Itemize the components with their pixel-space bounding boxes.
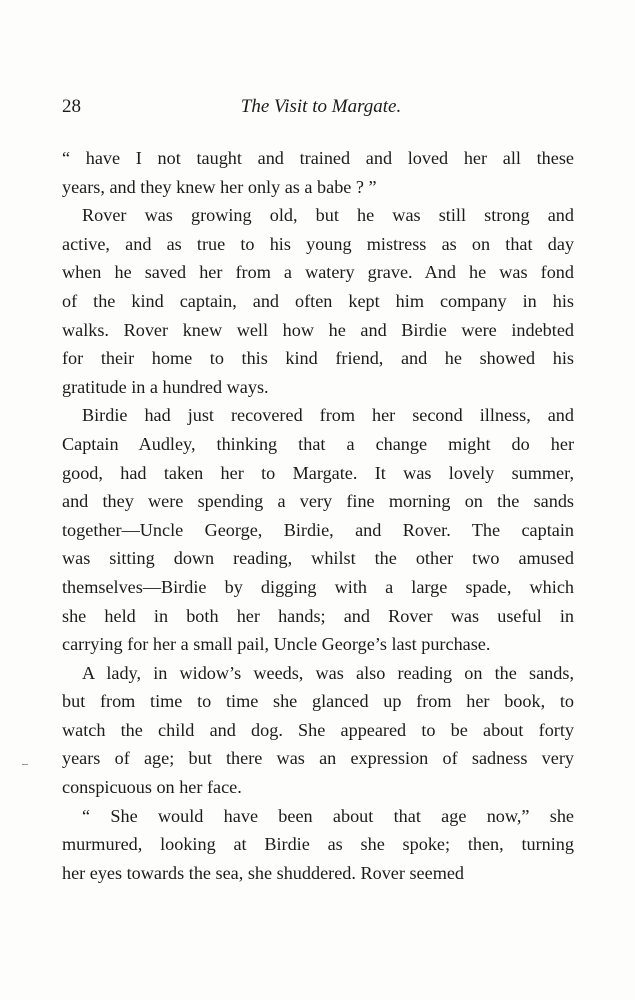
text-line: together—Uncle George, Birdie, and Rover. The captain [62,519,574,540]
margin-mark [22,764,28,765]
text-line: “ have I not taught and trained and loved her all these [62,148,574,168]
page-header [62,96,580,126]
text-line: watch the child and dog. She appeared to be about forty [62,719,574,740]
text-line: but from time to time she glanced up from her book, to [62,691,574,712]
paragraph [62,401,574,658]
text-line: Rover was growing old, but he was still strong and [82,205,574,226]
text-line: for their home to this kind friend, and he showed his [62,348,574,369]
paragraph [62,802,574,888]
running-title: The Visit to Margate. [240,96,402,117]
text-line: carrying for her a small pail, Uncle George’s last purchase. [62,634,491,655]
text-line: “ She would have been about that age now,” she [82,805,574,826]
paragraph [62,144,574,201]
page-number: 28 [62,96,81,117]
text-line: good, had taken her to Margate. It was lovely summer, [62,462,574,483]
text-line: years, and they knew her only as a babe ? ” [62,176,377,197]
text-line: Captain Audley, thinking that a change might do her [62,433,574,454]
text-line: Birdie had just recovered from her second illness, and [82,405,574,426]
body-text [62,144,574,887]
text-line: themselves—Birdie by digging with a large spade, which [62,576,574,597]
text-line: when he saved her from a watery grave. And he was fond [62,262,574,283]
text-line: years of age; but there was an expression of sadness very [62,748,574,769]
text-line: active, and as true to his young mistress as on that day [62,233,574,254]
text-line: she held in both her hands; and Rover was useful in [62,605,574,626]
text-line: of the kind captain, and often kept him company in his [62,290,574,311]
text-line: walks. Rover knew well how he and Birdie were indebted [62,319,574,340]
text-line: her eyes towards the sea, she shuddered. Rover seemed [62,862,465,883]
paragraph [62,659,574,802]
text-line: gratitude in a hundred ways. [62,376,269,397]
text-line: murmured, looking at Birdie as she spoke; then, turning [62,834,574,855]
text-line: was sitting down reading, whilst the other two amused [62,548,574,569]
text-line: conspicuous on her face. [62,777,242,798]
paragraph [62,201,574,401]
text-line: and they were spending a very fine morning on the sands [62,491,574,512]
text-line: A lady, in widow’s weeds, was also reading on the sands, [82,662,574,683]
